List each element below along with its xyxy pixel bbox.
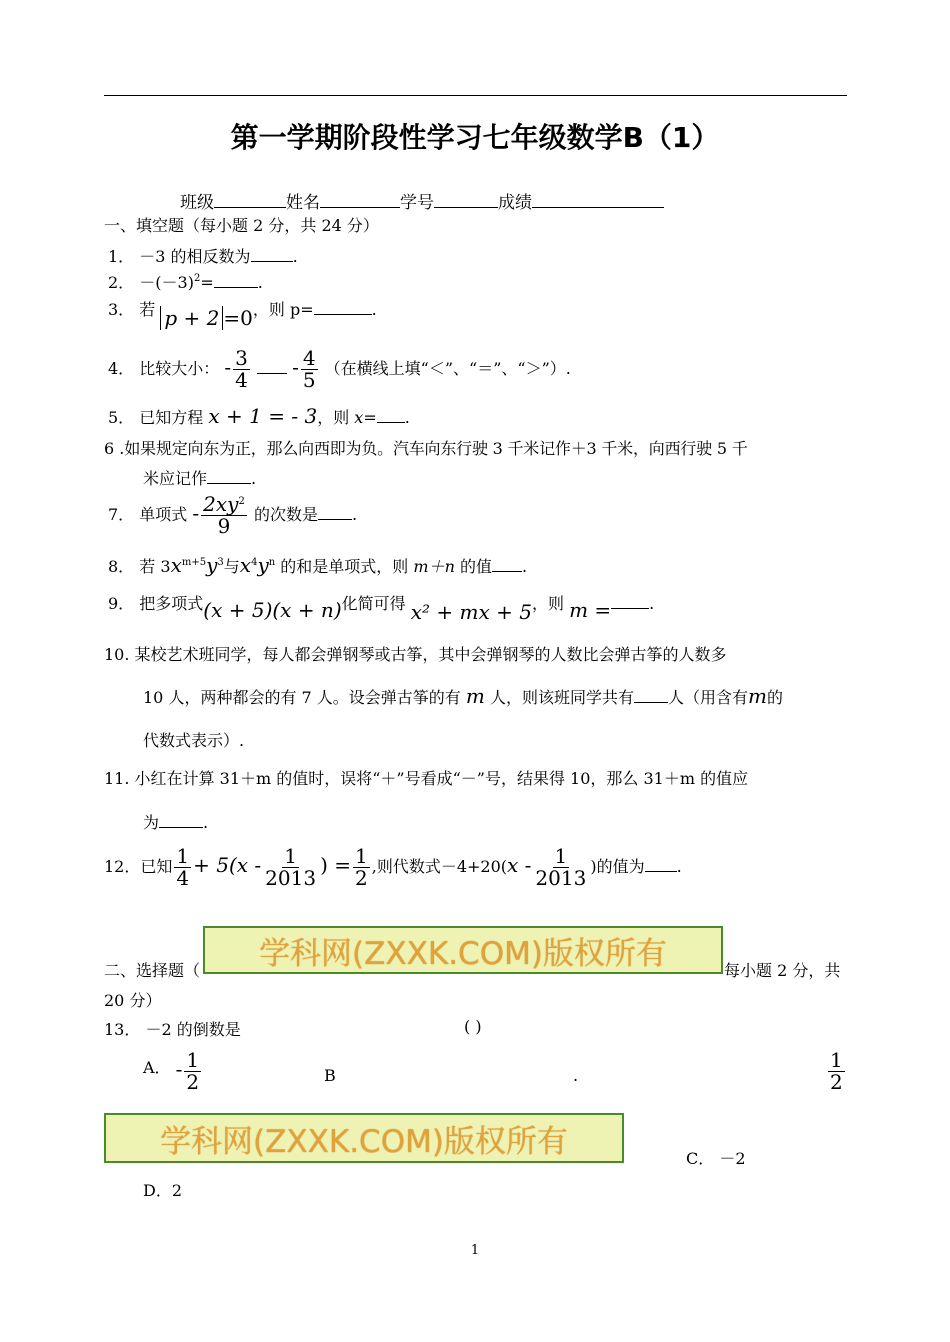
- info-line: [180, 188, 664, 213]
- watermark-2: 学科网(ZXXK.COM)版权所有: [104, 1113, 624, 1163]
- question-8: 8． 若 $3x^{m+5}y^3$与$x^4y^n$ 的和是单项式，则 m＋n 的值 .: [108, 553, 528, 577]
- section-1-heading: 一、填空题（每小题 2 分，共 24 分）: [104, 216, 379, 235]
- q11-blank[interactable]: [159, 811, 203, 828]
- score-label: 成绩: [498, 193, 532, 213]
- question-1: 1． －3 的相反数为 .: [108, 247, 298, 266]
- question-13-paren: ( ): [464, 1017, 482, 1036]
- question-10-cont: 10 人，两种都会的有 7 人。设会弹古筝的有 m 人，则该班同学共有 人（用含有m的: [143, 684, 783, 708]
- question-2: 2． $-(-3)^2=$ .: [108, 273, 263, 292]
- q7-blank[interactable]: [318, 503, 352, 520]
- name-label: 姓名: [286, 193, 320, 213]
- page-title: 第一学期阶段性学习七年级数学B（1）: [230, 121, 720, 154]
- class-label: 班级: [180, 193, 214, 213]
- watermark-1: 学科网(ZXXK.COM)版权所有: [203, 926, 723, 974]
- question-10: 10. 某校艺术班同学，每人都会弹钢琴或古筝，其中会弹钢琴的人数比会弹古筝的人数多: [104, 645, 727, 664]
- q6-blank[interactable]: [207, 467, 251, 484]
- q2-blank[interactable]: [214, 271, 258, 288]
- q10-blank[interactable]: [634, 686, 668, 703]
- number-label: 学号: [400, 193, 434, 213]
- name-blank[interactable]: [320, 190, 400, 208]
- question-9: 9． 把多项式(x + 5)(x + n)化简可得 x² + mx + 5，则 m = .: [108, 594, 655, 624]
- option-b-label[interactable]: B: [324, 1066, 336, 1085]
- option-d[interactable]: D．2: [143, 1181, 183, 1200]
- option-c[interactable]: C． －2: [686, 1149, 746, 1168]
- q12-blank[interactable]: [645, 855, 677, 872]
- section-2-heading-end: 每小题 2 分，共: [724, 961, 841, 980]
- question-11: 11. 小红在计算 31＋m 的值时，误将“＋”号看成“－”号，结果得 10，那么 31＋m 的值应: [104, 769, 749, 788]
- question-6-cont: 米应记作 .: [143, 469, 257, 488]
- section-2-heading-start: 二、选择题（: [104, 961, 201, 980]
- q4-blank[interactable]: [257, 357, 287, 374]
- question-3: 3． 若 p + 2 =0，则 p= .: [108, 300, 377, 330]
- question-11-cont: 为 .: [143, 813, 209, 832]
- question-5: 5． 已知方程 x + 1 = - 3，则 x= .: [108, 404, 410, 428]
- question-7: 7． 单项式 - $\frac{2xy^2}{9}$ 的次数是 .: [108, 492, 358, 538]
- q1-blank[interactable]: [251, 245, 293, 262]
- top-rule: [104, 95, 847, 96]
- section-2-heading-cont: 20 分）: [104, 991, 162, 1010]
- question-13: 13． －2 的倒数是: [104, 1020, 241, 1039]
- option-b-dot: .: [573, 1066, 579, 1085]
- option-a[interactable]: A． - $\frac{1}{2}$: [143, 1048, 200, 1094]
- class-blank[interactable]: [214, 190, 286, 208]
- option-b-value: $\frac{1}{2}$: [830, 1048, 843, 1094]
- page-number: 1: [470, 1243, 480, 1258]
- question-12: 12．已知 $\frac{1}{4}$ + 5(x - $\frac{1}{2013}$ ) = $\frac{1}{2}$ ,则代数式－4+20(x - $\frac{1}{2013}$ )的值为 .: [104, 844, 682, 890]
- score-blank[interactable]: [532, 190, 664, 208]
- question-10-cont2: 代数式表示）.: [143, 731, 245, 750]
- question-4: 4． 比较大小： - $\frac{3}{4}$ - $\frac{4}{5}$ （在横线上填“＜”、“＝”、“＞”）.: [108, 346, 571, 392]
- q8-blank[interactable]: [492, 555, 522, 572]
- number-blank[interactable]: [434, 190, 498, 208]
- q3-blank[interactable]: [314, 298, 372, 315]
- q9-blank[interactable]: [611, 592, 649, 609]
- q5-blank[interactable]: [377, 406, 405, 423]
- question-6: 6 .如果规定向东为正，那么向西即为负。汽车向东行驶 3 千米记作＋3 千米，向西行驶 5 千: [104, 439, 748, 458]
